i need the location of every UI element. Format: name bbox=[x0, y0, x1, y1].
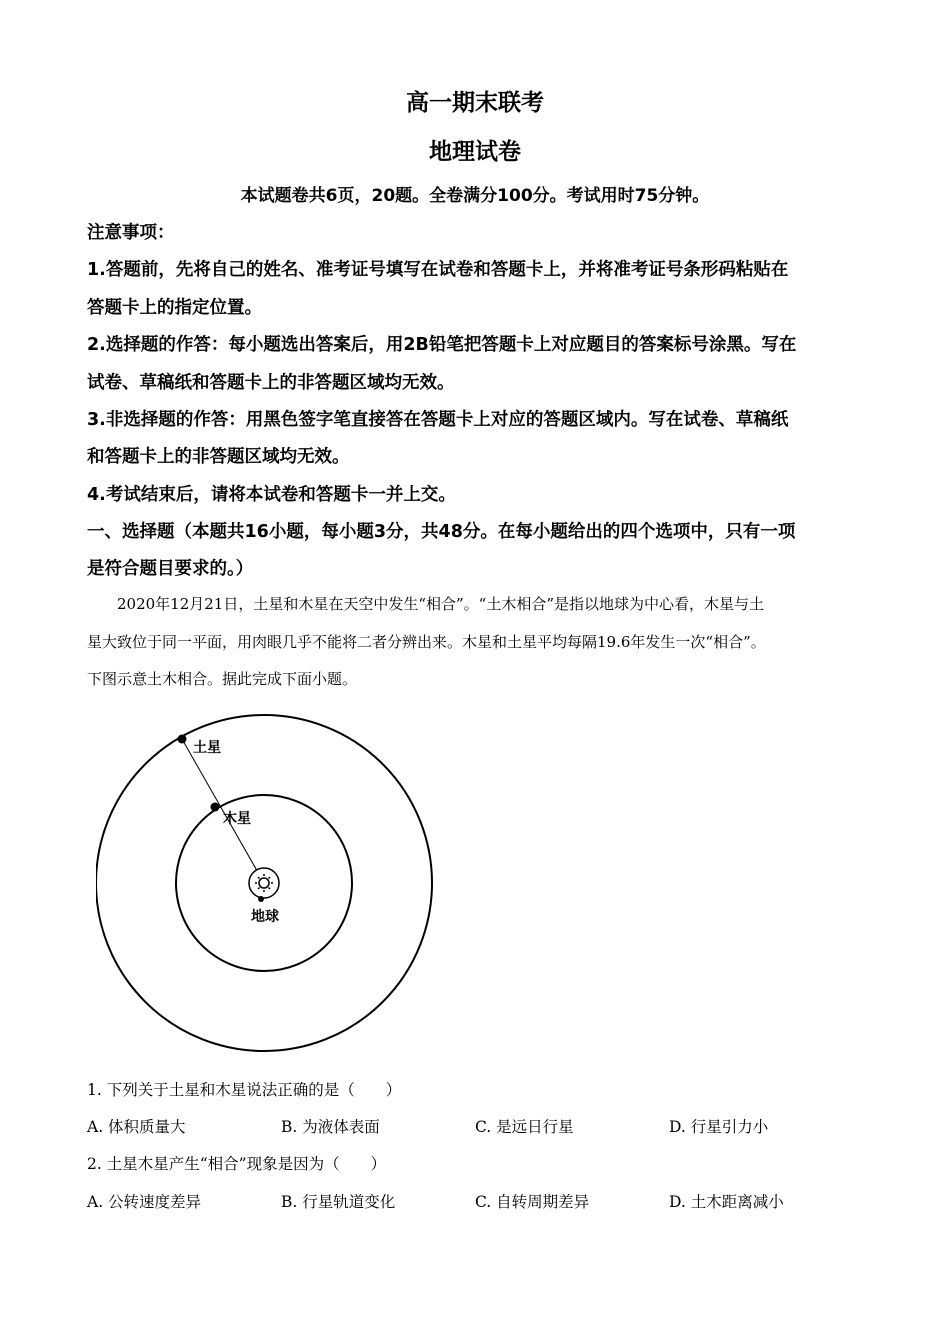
notice-line: 和答题卡上的非答题区域均无效。 bbox=[87, 447, 350, 467]
notice-heading: 注意事项： bbox=[87, 223, 175, 243]
earth-dot bbox=[258, 896, 264, 902]
jupiter-label: 木星 bbox=[223, 811, 251, 827]
sun-ring bbox=[249, 868, 279, 898]
jupiter-dot bbox=[211, 803, 220, 812]
saturn-dot bbox=[178, 735, 187, 744]
passage-line: 下图示意土木相合。据此完成下面小题。 bbox=[87, 670, 358, 688]
option-a: A. 公转速度差异 bbox=[87, 1193, 202, 1211]
passage-line: 2020年12月21日，土星和木星在天空中发生“相合”。“土木相合”是指以地球为中心看，木星与土 bbox=[87, 595, 765, 613]
notice-line: 3.非选择题的作答：用黑色签字笔直接答在答题卡上对应的答题区域内。写在试卷、草稿纸 bbox=[87, 410, 789, 430]
notice-line: 试卷、草稿纸和答题卡上的非答题区域均无效。 bbox=[87, 373, 455, 393]
option-d: D. 行星引力小 bbox=[669, 1118, 769, 1136]
exam-info: 本试题卷共6页，20题。全卷满分100分。考试用时75分钟。 bbox=[240, 186, 710, 206]
option-c: C. 是远日行星 bbox=[475, 1118, 574, 1136]
section-heading: 是符合题目要求的。） bbox=[87, 559, 254, 579]
option-b: B. 为液体表面 bbox=[281, 1118, 380, 1136]
option-a: A. 体积质量大 bbox=[87, 1118, 186, 1136]
notice-line: 答题卡上的指定位置。 bbox=[87, 298, 262, 318]
section-heading: 一、选择题（本题共16小题，每小题3分，共48分。在每小题给出的四个选项中，只有一项 bbox=[87, 522, 796, 542]
notice-line: 2.选择题的作答：每小题选出答案后，用2B铅笔把答题卡上对应题目的答案标号涂黑。写在 bbox=[87, 335, 797, 355]
question-stem: 2. 土星木星产生“相合”现象是因为（ ） bbox=[87, 1155, 387, 1173]
passage-line: 星大致位于同一平面，用肉眼几乎不能将二者分辨出来。木星和土星平均每隔19.6年发生一次“相合”。 bbox=[87, 633, 766, 651]
exam-title: 高一期末联考 bbox=[406, 90, 544, 116]
exam-subject: 地理试卷 bbox=[429, 139, 521, 165]
notice-line: 4.考试结束后，请将本试卷和答题卡一并上交。 bbox=[87, 485, 456, 505]
conjunction-diagram bbox=[96, 712, 436, 1057]
saturn-label: 土星 bbox=[193, 740, 221, 756]
option-b: B. 行星轨道变化 bbox=[281, 1193, 396, 1211]
notice-line: 1.答题前，先将自己的姓名、准考证号填写在试卷和答题卡上，并将准考证号条形码粘贴在 bbox=[87, 260, 789, 280]
question-stem: 1. 下列关于土星和木星说法正确的是（ ） bbox=[87, 1081, 402, 1099]
option-c: C. 自转周期差异 bbox=[475, 1193, 590, 1211]
earth-label: 地球 bbox=[251, 909, 279, 925]
option-d: D. 土木距离减小 bbox=[669, 1193, 784, 1211]
